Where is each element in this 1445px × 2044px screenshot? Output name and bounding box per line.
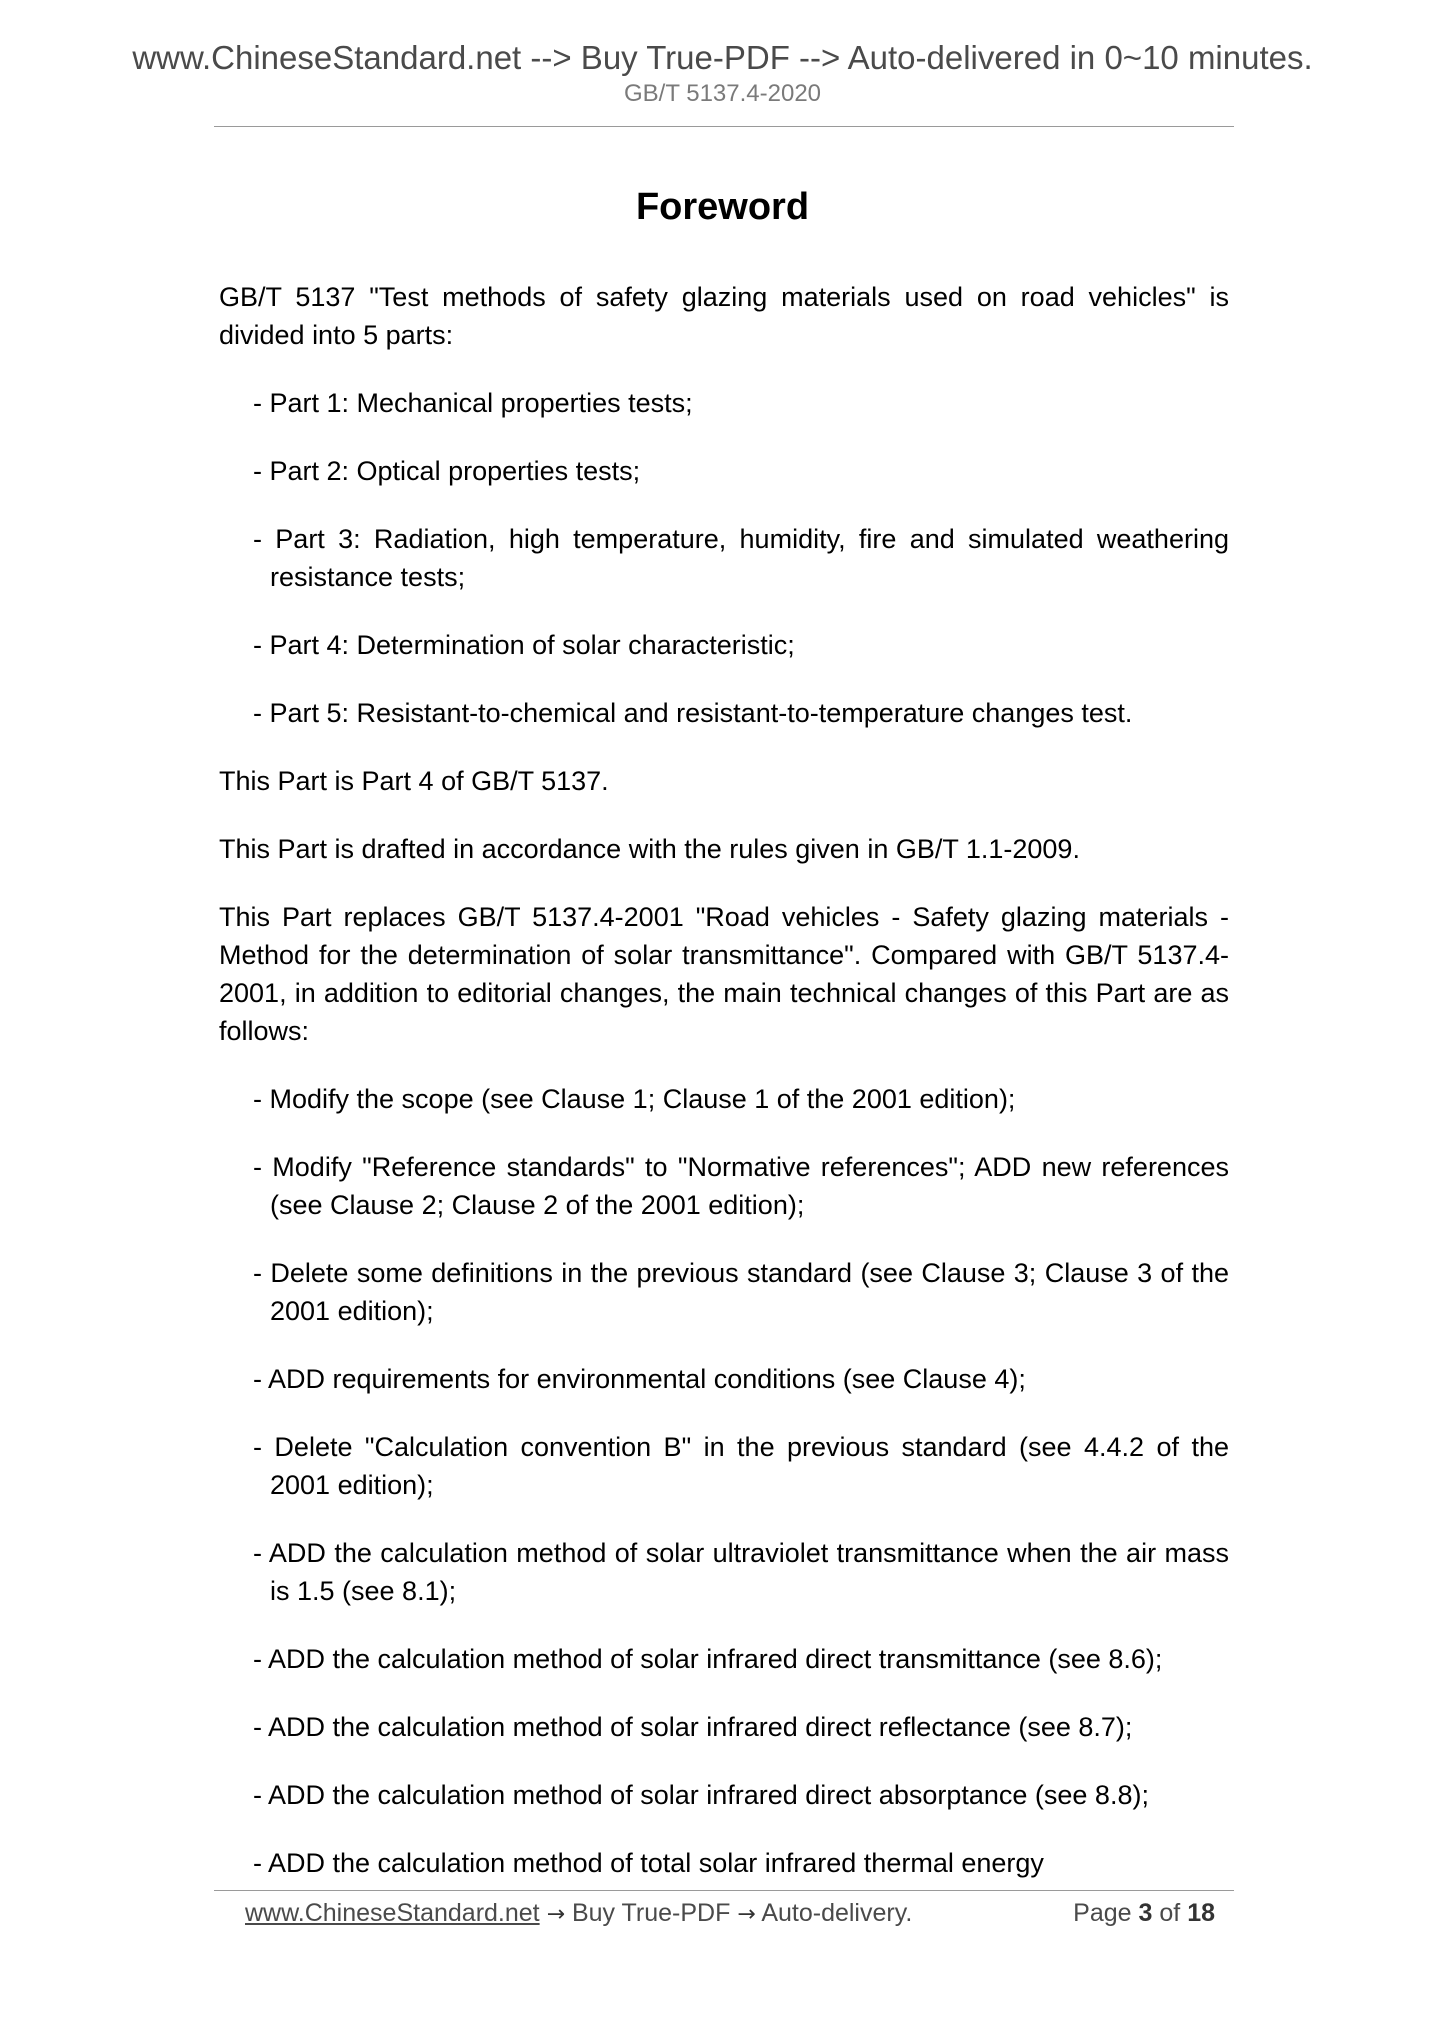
part-list-item: - Part 4: Determination of solar characteristic; — [253, 630, 795, 660]
arrow-right-icon: → — [737, 1902, 756, 1927]
change-list-item: - Delete some definitions in the previous standard (see Clause 3; Clause 3 of the 2001 edition); — [253, 1258, 1229, 1326]
part-list-item: - Part 3: Radiation, high temperature, humidity, fire and simulated weathering resistance tests; — [253, 524, 1229, 592]
statement-paragraph: This Part replaces GB/T 5137.4-2001 "Road vehicles - Safety glazing materials - Method for the determination of solar transmittance". Compared with GB/T 5137.4-2001, in addition to editorial changes, the main technical changes of this Part are as follows: — [219, 902, 1229, 1046]
page-label: Page — [1073, 1899, 1132, 1927]
arrow-right-icon: → — [546, 1902, 566, 1927]
page-of: of — [1159, 1899, 1181, 1927]
change-list-item: - ADD the calculation method of solar infrared direct absorptance (see 8.8); — [253, 1780, 1149, 1810]
change-list-item: - Delete "Calculation convention B" in the previous standard (see 4.4.2 of the 2001 edition); — [253, 1432, 1229, 1500]
site-link[interactable]: www.ChineseStandard.net — [245, 1899, 540, 1927]
change-list-item: - Modify "Reference standards" to "Normative references"; ADD new references (see Clause 2; Clause 2 of the 2001 edition); — [253, 1152, 1229, 1220]
document-id: GB/T 5137.4-2020 — [623, 80, 822, 107]
intro-paragraph: GB/T 5137 "Test methods of safety glazing materials used on road vehicles" is divided into 5 parts: — [219, 282, 1229, 350]
page-total: 18 — [1187, 1899, 1215, 1927]
footer-divider — [214, 1890, 1234, 1891]
change-list-item: - ADD the calculation method of solar infrared direct transmittance (see 8.6); — [253, 1644, 1163, 1674]
change-list-item: - ADD the calculation method of solar infrared direct reflectance (see 8.7); — [253, 1712, 1133, 1742]
part-list-item: - Part 5: Resistant-to-chemical and resistant-to-temperature changes test. — [253, 698, 1133, 728]
part-list-item: - Part 1: Mechanical properties tests; — [253, 388, 693, 418]
page-footer — [245, 1893, 1215, 1933]
change-list-item: - ADD the calculation method of total solar infrared thermal energy — [253, 1848, 1044, 1878]
page-current: 3 — [1138, 1899, 1153, 1927]
statement-paragraph: This Part is drafted in accordance with the rules given in GB/T 1.1-2009. — [219, 834, 1080, 864]
statement-paragraph: This Part is Part 4 of GB/T 5137. — [219, 766, 609, 796]
footer-promo — [245, 1893, 912, 1935]
change-list-item: - Modify the scope (see Clause 1; Clause 1 of the 2001 edition); — [253, 1084, 1016, 1114]
delivery-text: Auto-delivery. — [761, 1899, 913, 1927]
header-divider — [214, 126, 1234, 127]
change-list-item: - ADD requirements for environmental conditions (see Clause 4); — [253, 1364, 1026, 1394]
site-banner: www.ChineseStandard.net --> Buy True-PDF --> Auto-delivered in 0~10 minutes. — [132, 39, 1313, 76]
change-list-item: - ADD the calculation method of solar ultraviolet transmittance when the air mass is 1.5 (see 8.1); — [253, 1538, 1229, 1606]
part-list-item: - Part 2: Optical properties tests; — [253, 456, 641, 486]
document-body — [219, 278, 1229, 1912]
buy-text: Buy True-PDF — [571, 1899, 731, 1927]
page-number — [1073, 1893, 1215, 1933]
page-title: Foreword — [635, 186, 810, 228]
